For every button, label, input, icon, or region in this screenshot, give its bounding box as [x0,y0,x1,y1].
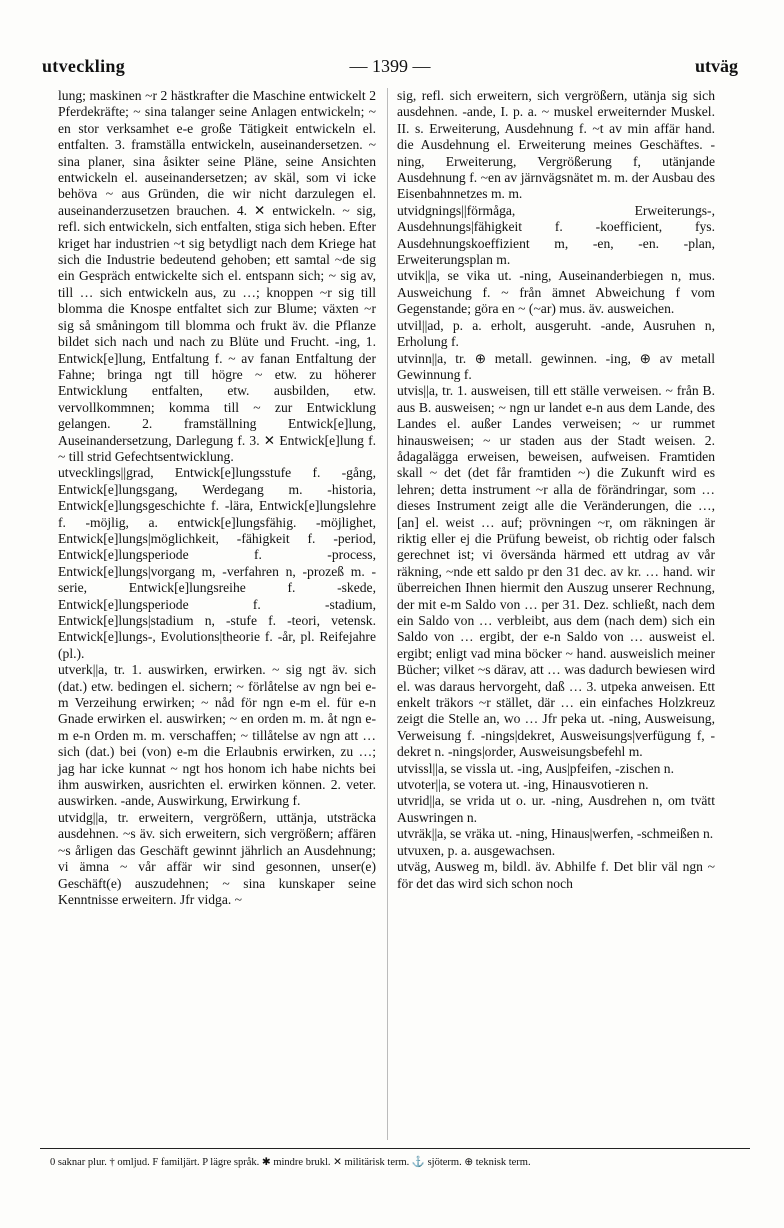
dictionary-entry: utvidg||a, tr. erweitern, vergrößern, uttänja, utsträcka ausdehnen. ~s äv. sich erweitern, sich vergrößern; affären ~s årligen das Geschäft gewinnt jährlich an Ausdehnung; vi ämna ~ vår affär wir sind gesonnen, unser(e) Geschäft(e) auszudehnen; ~ sina kunskaper seine Kenntnisse erweitern. Jfr vidga. ~ [58,809,376,907]
dictionary-entry: utvissl||a, se vissla ut. -ing, Aus|pfeifen, -zischen n. [397,760,674,776]
header-right-guide-word: utväg [694,56,738,76]
dictionary-entry: utvuxen, p. a. ausgewachsen. [397,842,556,858]
right-column [397,88,715,892]
footer-rule [40,1148,750,1149]
header-left-guide-word: utveckling [42,56,126,76]
dictionary-entry: utverk||a, tr. 1. auswirken, erwirken. ~ sig ngt äv. sich (dat.) etw. bedingen el. sichern; ~ förlåtelse av ngn bei e-m Verzeihung erwirken; ~ nåd för ngn e-m el. für e-n Gnade erwirken el. auswirken; ~ en orden m. m. åt ngn e-m e-n Orden m. m. verschaffen; ~ tillåtelse av ngn att … sich (dat.) bei (von) e-m die Erlaubnis erwirken, zu …; jag har icke kunnat ~ ngt hos honom ich habe nichts bei ihm auswirken, ausrichten el. erwirken können. 2. veter. auswirken. -ande, Auswirkung, Erwirkung f. [58,662,376,809]
dictionary-entry: utväg, Ausweg m, bildl. äv. Abhilfe f. Det blir väl ngn ~ för det das wird sich schon noch [397,859,715,891]
dictionary-entry: utvidgnings||förmåga, Erweiterungs-, Ausdehnungs|fähigkeit f. -koefficient, fys. Ausdehnungskoeffizient m, -en, -en. -plan, Erweiterungsplan m. [397,202,715,268]
dictionary-entry: utvoter||a, se votera ut. -ing, Hinausvotieren n. [397,777,649,793]
dictionary-entry: utvik||a, se vika ut. -ning, Auseinanderbiegen n, mus. Ausweichung f. ~ från ämnet Abweichung f vom Gegenstande; göra en ~ (~ar) mus. äv. ausweichen. [397,268,715,317]
dictionary-entry: utvis||a, tr. 1. ausweisen, till ett ställe verweisen. ~ från B. aus B. ausweisen; ~ ngn ur landet e-n aus dem Lande, des Landes el. außer Landes verweisen; ~ ur rummet hinausweisen; ~ ur staden aus der Stadt weisen. 2. ådagalägga erweisen, beweisen, aufweisen. Framtiden skall ~ det (det får framtiden ~) die Zukunft wird es lehren; detta instrument ~r alla de förändringar, som … dieses Instrument zeigt alle die Veränderungen, die …, [an] el. weist … auf; prövningen ~r, om räkningen är riktig eller ej die Prüfung beweist, ob richtig oder falsch gerechnet ist; vi översända härmed ett utdrag av vår räkning, ~nde ett saldo pr den 31 dec. av kr. … hand. wir überreichen Ihnen hiermit den Auszug unserer Rechnung, der mit e-m Saldo von … per 31. Dez. schließt, nach dem ein Saldo von … verbleibt, aus dem (nach dem) sich ein Saldo von … ergibt, der e-n Saldo von … ausweist el. ergibt; enligt vad mina böcker ~ hand. ausweislich meiner Bücher; vilket ~s därav, att … was dadurch bewiesen wird el. was daraus hervorgeht, daß … 3. utpeka anweisen. Ett enkelt träkors ~r stället, där … ein einfaches Holzkreuz zeigt die Stelle an, wo … Jfr peka ut. -ning, Ausweisung, Verweisung f. -nings|dekret, Ausweisungs|verfügung f, -dekret n. -nings|order, Ausweisungsbefehl m. [397,383,715,760]
abbreviation-legend: 0 saknar plur. † omljud. F familjärt. P lägre språk. ✱ mindre brukl. ✕ militärisk term. ⚓ sjöterm. ⊕ teknisk term. [50,1157,531,1168]
page-number: — 1399 — [349,56,431,76]
dictionary-entry: utvinn||a, tr. ⊕ metall. gewinnen. -ing, ⊕ av metall Gewinnung f. [397,350,715,382]
dictionary-entry: lung; maskinen ~r 2 hästkrafter die Maschine entwickelt 2 Pferdekräfte; ~ sina talanger seine Anlagen entwickeln; ~ en stor verksamhet e-e große Tätigkeit entwickeln el. entfalten. 3. framställa entwickeln, auseinandersetzen. ~ sina planer, sina åsikter seine Pläne, seine Ansichten entwickeln el. auseinandersetzen; av skäl, som vi icke behöva ~ aus Gründen, die wir nicht darzulegen el. auseinanderzusetzen brauchen. 4. ✕ entwickeln. ~ sig, refl. sich entwickeln, sich entfalten, stiga sich heben. Efter kriget har industrien ~t sig betydligt nach dem Kriege hat sich die Industrie bedeutend gehoben; ett samtal ~de sig ein Gespräch entwickelte sich el. entspann sich; ~ sig av, till … sich entwickeln aus, zu …; knoppen ~r sig till blomma die Knospe entfaltet sich zur Blume; växten ~r sig så småningom till blomma och frukt äv. die Pflanze bildet sich nach und nach zu Blüte und Frucht. -ing, 1. Entwick[e]lung, Entfaltung f. ~ av fanan Entfaltung der Fahne; bringa ngt till högre ~ etw. zu höherer Entwicklung entfalten, etw. ausbilden, etw. vervollkommnen; komma till ~ zur Entwicklung gelangen. 2. framställning Entwick[e]lung, Auseinandersetzung, Darlegung f. 3. ✕ Entwick[e]lung f. ~ till strid Gefechtsentwicklung. [58,88,376,464]
column-divider [387,88,388,1140]
dictionary-entry: sig, refl. sich erweitern, sich vergrößern, utänja sig sich ausdehnen. -ande, I. p. a. ~ muskel erweiternder Muskel. II. s. Erweiterung, Ausdehnung f. ~t av min affär hand. die Ausdehnung el. Erweiterung meines Geschäftes. -ning, Erweiterung, Vergrößerung f, utänjande Ausdehnung f. ~en av järnvägsnätet m. m. der Ausbau des Eisenbahnnetzes m. m. [397,88,715,202]
dictionary-entry: utvecklings||grad, Entwick[e]lungsstufe f. -gång, Entwick[e]lungsgang, Werdegang m. -historia, Entwick[e]lungsgeschichte f. -lära, Entwick[e]lungslehre f. -möjlig, a. entwick[e]lungsfähig. -möjlighet, Entwick[e]lungs|möglichkeit, -fähigkeit f. -period, Entwick[e]lungsperiode f. -process, Entwick[e]lungs|vorgang m, -verfahren n, -prozeß m. -serie, Entwick[e]lungsreihe f. -skede, Entwick[e]lungsperiode f. -stadium, Entwick[e]lungs|stadium n, -stufe f. -teori, vetensk. Entwick[e]lungs-, Evolutions|theorie f. -år, pl. Reifejahre (pl.). [58,465,376,661]
left-column [58,88,376,908]
page-header [42,56,738,80]
dictionary-entry: utvräk||a, se vräka ut. -ning, Hinaus|werfen, -schmeißen n. [397,826,714,842]
dictionary-entry: utvrid||a, se vrida ut o. ur. -ning, Ausdrehen n, om tvätt Auswringen n. [397,793,715,825]
dictionary-entry: utvil||ad, p. a. erholt, ausgeruht. -ande, Ausruhen n, Erholung f. [397,317,715,350]
